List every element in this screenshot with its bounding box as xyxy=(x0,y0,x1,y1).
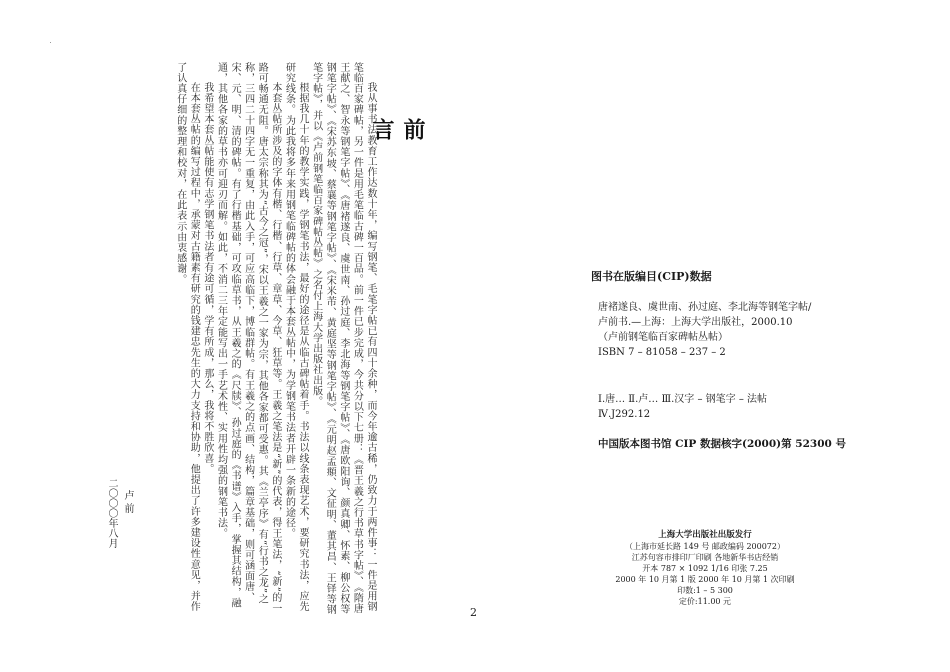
cip-line: ISBN 7 – 81058 – 237 – 2 xyxy=(598,347,726,358)
preface-paragraph: 我从事书法教育工作达数十年，编写钢笔、毛笔字帖已有四十余种，而今年逾古稀，仍致力于两件事：一件是用钢笔临百家碑帖，另一件是用毛笔临古碑一百品。前一件已步完成，今共分以下七册：《晋王羲之行书草书字帖》、《隋唐王献之、智永等钢笔字帖》、《唐褚遂良、虞世南、孙过庭、李北海等钢笔字帖》、《唐欧阳询、颜真卿、怀素、柳公权等钢笔字帖》、《宋苏东坡、蔡襄等钢笔字帖》、《宋米芾、黄庭坚等钢笔字帖》、《元明赵孟頫、文征明、董其昌、王铎等钢笔字帖》，并以《卢前钢笔临百家碑帖丛帖》之名付上海大学出版社出版。 xyxy=(310,62,376,615)
signature-date: 二〇〇〇年八月 xyxy=(106,478,117,548)
cip-line: （卢前钢笔临百家碑帖丛帖） xyxy=(598,332,728,343)
preface-body xyxy=(152,62,377,622)
format-line: 开本 787 × 1092 1/16 印张 7.25 xyxy=(642,564,768,573)
cip-heading: 图书在版编目(CIP)数据 xyxy=(591,270,712,283)
cip-record xyxy=(598,300,858,360)
signature-block xyxy=(95,478,135,598)
edition-line: 2000 年 10 月第 1 版 2000 年 10 月第 1 次印刷 xyxy=(615,575,795,584)
scan-speck xyxy=(50,42,51,43)
publishing-info xyxy=(600,530,810,607)
signature-author: 卢 前 xyxy=(122,490,133,514)
printer-line: 江苏句容市排印厂印刷 各地新华书店经销 xyxy=(631,553,779,562)
page-number: 2 xyxy=(470,606,477,619)
preface-paragraph: 我希望本套丛帖能使有志学钢笔书法者有途可循，学有所成，那么，我将不胜欣喜。 xyxy=(201,82,213,475)
preface-paragraph: 根据我几十年的教学实践，学钢笔书法，最好的途径是从临古碑帖着手。书法以线条表现艺术，要研究书法，应先研究线条。为此我将多年来用钢笔临碑帖的体会融于本套丛帖中，为学钢笔书法者开辟一条新的途径。 xyxy=(283,62,309,612)
classification-line: Ⅳ.J292.12 xyxy=(598,409,651,420)
publisher-address: （上海市延长路 149 号 邮政编码 200072） xyxy=(625,542,785,551)
publisher-line: 上海大学出版社出版发行 xyxy=(658,530,752,540)
preface-paragraph: 在本套丛帖的编写过程中，承蒙对古籍素有研究的钱建忠先生的大力支持和协助，他提出了许多建设性意见，并作了认真仔细的整理和校对，在此表示由衷感谢。 xyxy=(174,62,200,612)
classification-line: Ⅰ.唐… Ⅱ.卢… Ⅲ.汉字 – 钢笔字 – 法帖 xyxy=(598,394,767,405)
cip-classification xyxy=(598,392,767,422)
cip-line: 卢前书.—上海：上海大学出版社，2000.10 xyxy=(598,317,793,328)
print-run-line: 印数:1 – 5 300 xyxy=(677,586,733,595)
cip-number: 中国版本图书馆 CIP 数据核字(2000)第 52300 号 xyxy=(598,438,846,450)
preface-title: 前 言 xyxy=(369,118,425,220)
preface-paragraph: 本套丛帖所涉及的字体有楷、行楷、行草、章草、今草、狂草等。王羲之笔法是“新”的代表，得王笔法，“新”的一路可畅通无阻。唐太宗称其为“古今之冠”，宋以王羲之一家为宗，其他各家都可受惠。其《兰亭序》有“行书之龙”之称，三四二十四字无一重复，由此入手，可应高临下，博临群帖。有王羲之的点画、结构，篇章基础，则可涵面唐、宋、元、明、清的碑帖。有了行楷基础，可攻临草书，从王羲之的《尺牍》、孙过庭的《书谱》入手，掌握其结构，融通，其他各家的草书亦可迎刃而解。如此，不消二三年定能写出一手艺术性、实用性均强的钢笔书法。 xyxy=(215,62,281,614)
cip-line: 唐褚遂良、虞世南、孙过庭、李北海等钢笔字帖/ xyxy=(598,302,812,313)
price-line: 定价:11.00 元 xyxy=(678,597,732,606)
